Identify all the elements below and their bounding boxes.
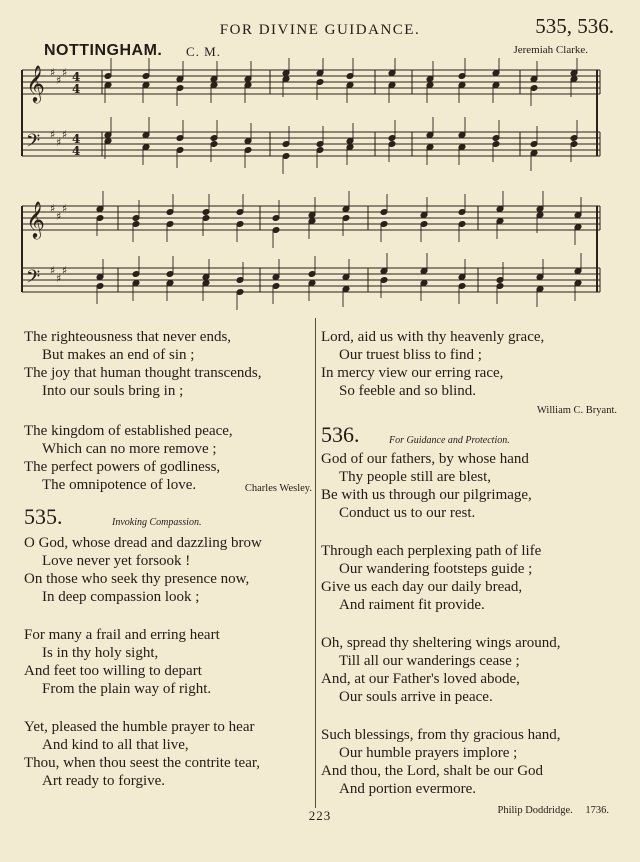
- sharp-icon: ♯: [62, 264, 68, 277]
- verse-line: Through each perplexing path of life: [321, 543, 542, 559]
- verse-line: God of our fathers, by whose hand: [321, 451, 529, 467]
- sharp-icon: ♯: [56, 210, 62, 223]
- sharp-icon: ♯: [50, 264, 56, 277]
- sharp-icon: ♯: [62, 66, 68, 79]
- hymn-536-heading: [321, 422, 617, 450]
- verse-line: And thou, the Lord, shalt be our God: [321, 763, 544, 779]
- stanza: [321, 542, 617, 614]
- verse-line: Our humble prayers implore ;: [339, 745, 518, 761]
- column-divider: [315, 318, 316, 808]
- verse-line: Conduct us to our rest.: [339, 505, 476, 521]
- sharp-icon: ♯: [56, 272, 62, 285]
- sharp-icon: ♯: [56, 74, 62, 87]
- sharp-icon: ♯: [56, 136, 62, 149]
- author-attribution: Charles Wesley.: [244, 483, 312, 494]
- bass-clef-icon: 𝄢: [26, 267, 41, 292]
- verse-line: Thy people still are blest,: [339, 469, 492, 485]
- treble-clef-icon: 𝄞: [26, 200, 45, 238]
- verse-line: Our wandering footsteps guide ;: [339, 561, 533, 577]
- tune-name: NOTTINGHAM.: [44, 42, 163, 59]
- verse-line: In mercy view our erring race,: [321, 365, 504, 381]
- verse-line: And raiment fit provide.: [339, 597, 485, 613]
- verse-line: The kingdom of established peace,: [24, 423, 233, 439]
- verse-line: So feeble and so blind.: [339, 383, 477, 399]
- verse-line: Which can no more remove ;: [42, 441, 217, 457]
- verse-line: The joy that human thought transcends,: [24, 365, 262, 381]
- time-signature: 4: [72, 144, 81, 158]
- time-signature: 4: [72, 132, 81, 146]
- stanza: [321, 450, 617, 522]
- verse-line: Into our souls bring in ;: [42, 383, 184, 399]
- stanza: [24, 534, 312, 606]
- author-name: Philip Doddridge.: [497, 805, 573, 816]
- running-header: FOR DIVINE GUIDANCE.: [219, 22, 421, 38]
- verse-line: Yet, pleased the humble prayer to hear: [24, 719, 255, 735]
- verse-line: Thou, when thou seest the contrite tear,: [24, 755, 260, 771]
- stanza: [321, 328, 617, 400]
- verse-line: Art ready to forgive.: [42, 773, 166, 789]
- sharp-icon: ♯: [62, 128, 68, 141]
- hymn-subject: For Guidance and Protection.: [389, 435, 510, 446]
- author-year: 1736.: [585, 805, 609, 816]
- verse-line: The omnipotence of love.: [42, 477, 197, 493]
- hymn-subject: Invoking Compassion.: [112, 517, 202, 528]
- verse-line: And feet too willing to depart: [24, 663, 202, 679]
- verse-line: And, at our Father's loved abode,: [321, 671, 520, 687]
- time-signature: 4: [72, 70, 81, 84]
- verse-line: From the plain way of right.: [42, 681, 212, 697]
- tune-meter: C. M.: [186, 44, 221, 59]
- sharp-icon: ♯: [50, 128, 56, 141]
- verse-line: On those who seek thy presence now,: [24, 571, 250, 587]
- treble-clef-icon: 𝄞: [26, 64, 45, 102]
- author-attribution: William C. Bryant.: [536, 405, 617, 416]
- verse-line: In deep compassion look ;: [42, 589, 200, 605]
- verse-line: Lord, aid us with thy heavenly grace,: [321, 329, 545, 345]
- left-column: [24, 328, 312, 790]
- time-signature: 4: [72, 82, 81, 96]
- verse-line: And kind to all that live,: [42, 737, 189, 753]
- verse-line: The perfect powers of godliness,: [24, 459, 221, 475]
- verse-line: Give us each day our daily bread,: [321, 579, 523, 595]
- hymn-number: 536.: [321, 422, 360, 447]
- right-column: [321, 328, 617, 820]
- hymn-range: 535, 536.: [535, 14, 614, 38]
- verse-line: Oh, spread thy sheltering wings around,: [321, 635, 561, 651]
- verse-line: Love never yet forsook !: [42, 553, 191, 569]
- verse-line: Be with us through our pilgrimage,: [321, 487, 532, 503]
- verse-line: Is in thy holy sight,: [42, 645, 159, 661]
- verse-line: O God, whose dread and dazzling brow: [24, 535, 262, 551]
- stanza: [24, 626, 312, 698]
- page-number: 223: [308, 808, 332, 823]
- verse-line: Our truest bliss to find ;: [339, 347, 482, 363]
- stanza: [321, 634, 617, 706]
- sharp-icon: ♯: [50, 202, 56, 215]
- verse-line: Such blessings, from thy gracious hand,: [321, 727, 561, 743]
- verse-line: But makes an end of sin ;: [42, 347, 195, 363]
- hymn-number: 535.: [24, 504, 63, 529]
- verse-line: The righteousness that never ends,: [24, 329, 232, 345]
- bass-clef-icon: 𝄢: [26, 131, 41, 156]
- stanza: [321, 726, 617, 798]
- sharp-icon: ♯: [62, 202, 68, 215]
- hymn-535-heading: [24, 504, 312, 532]
- verse-line: Our souls arrive in peace.: [339, 689, 493, 705]
- stanza: [24, 328, 312, 400]
- sharp-icon: ♯: [50, 66, 56, 79]
- verse-line: Till all our wanderings cease ;: [339, 653, 520, 669]
- composer: Jeremiah Clarke.: [513, 44, 588, 56]
- verse-line: And portion evermore.: [339, 781, 477, 797]
- verse-line: For many a frail and erring heart: [24, 627, 220, 643]
- music-score: [0, 58, 640, 313]
- stanza: [24, 718, 312, 790]
